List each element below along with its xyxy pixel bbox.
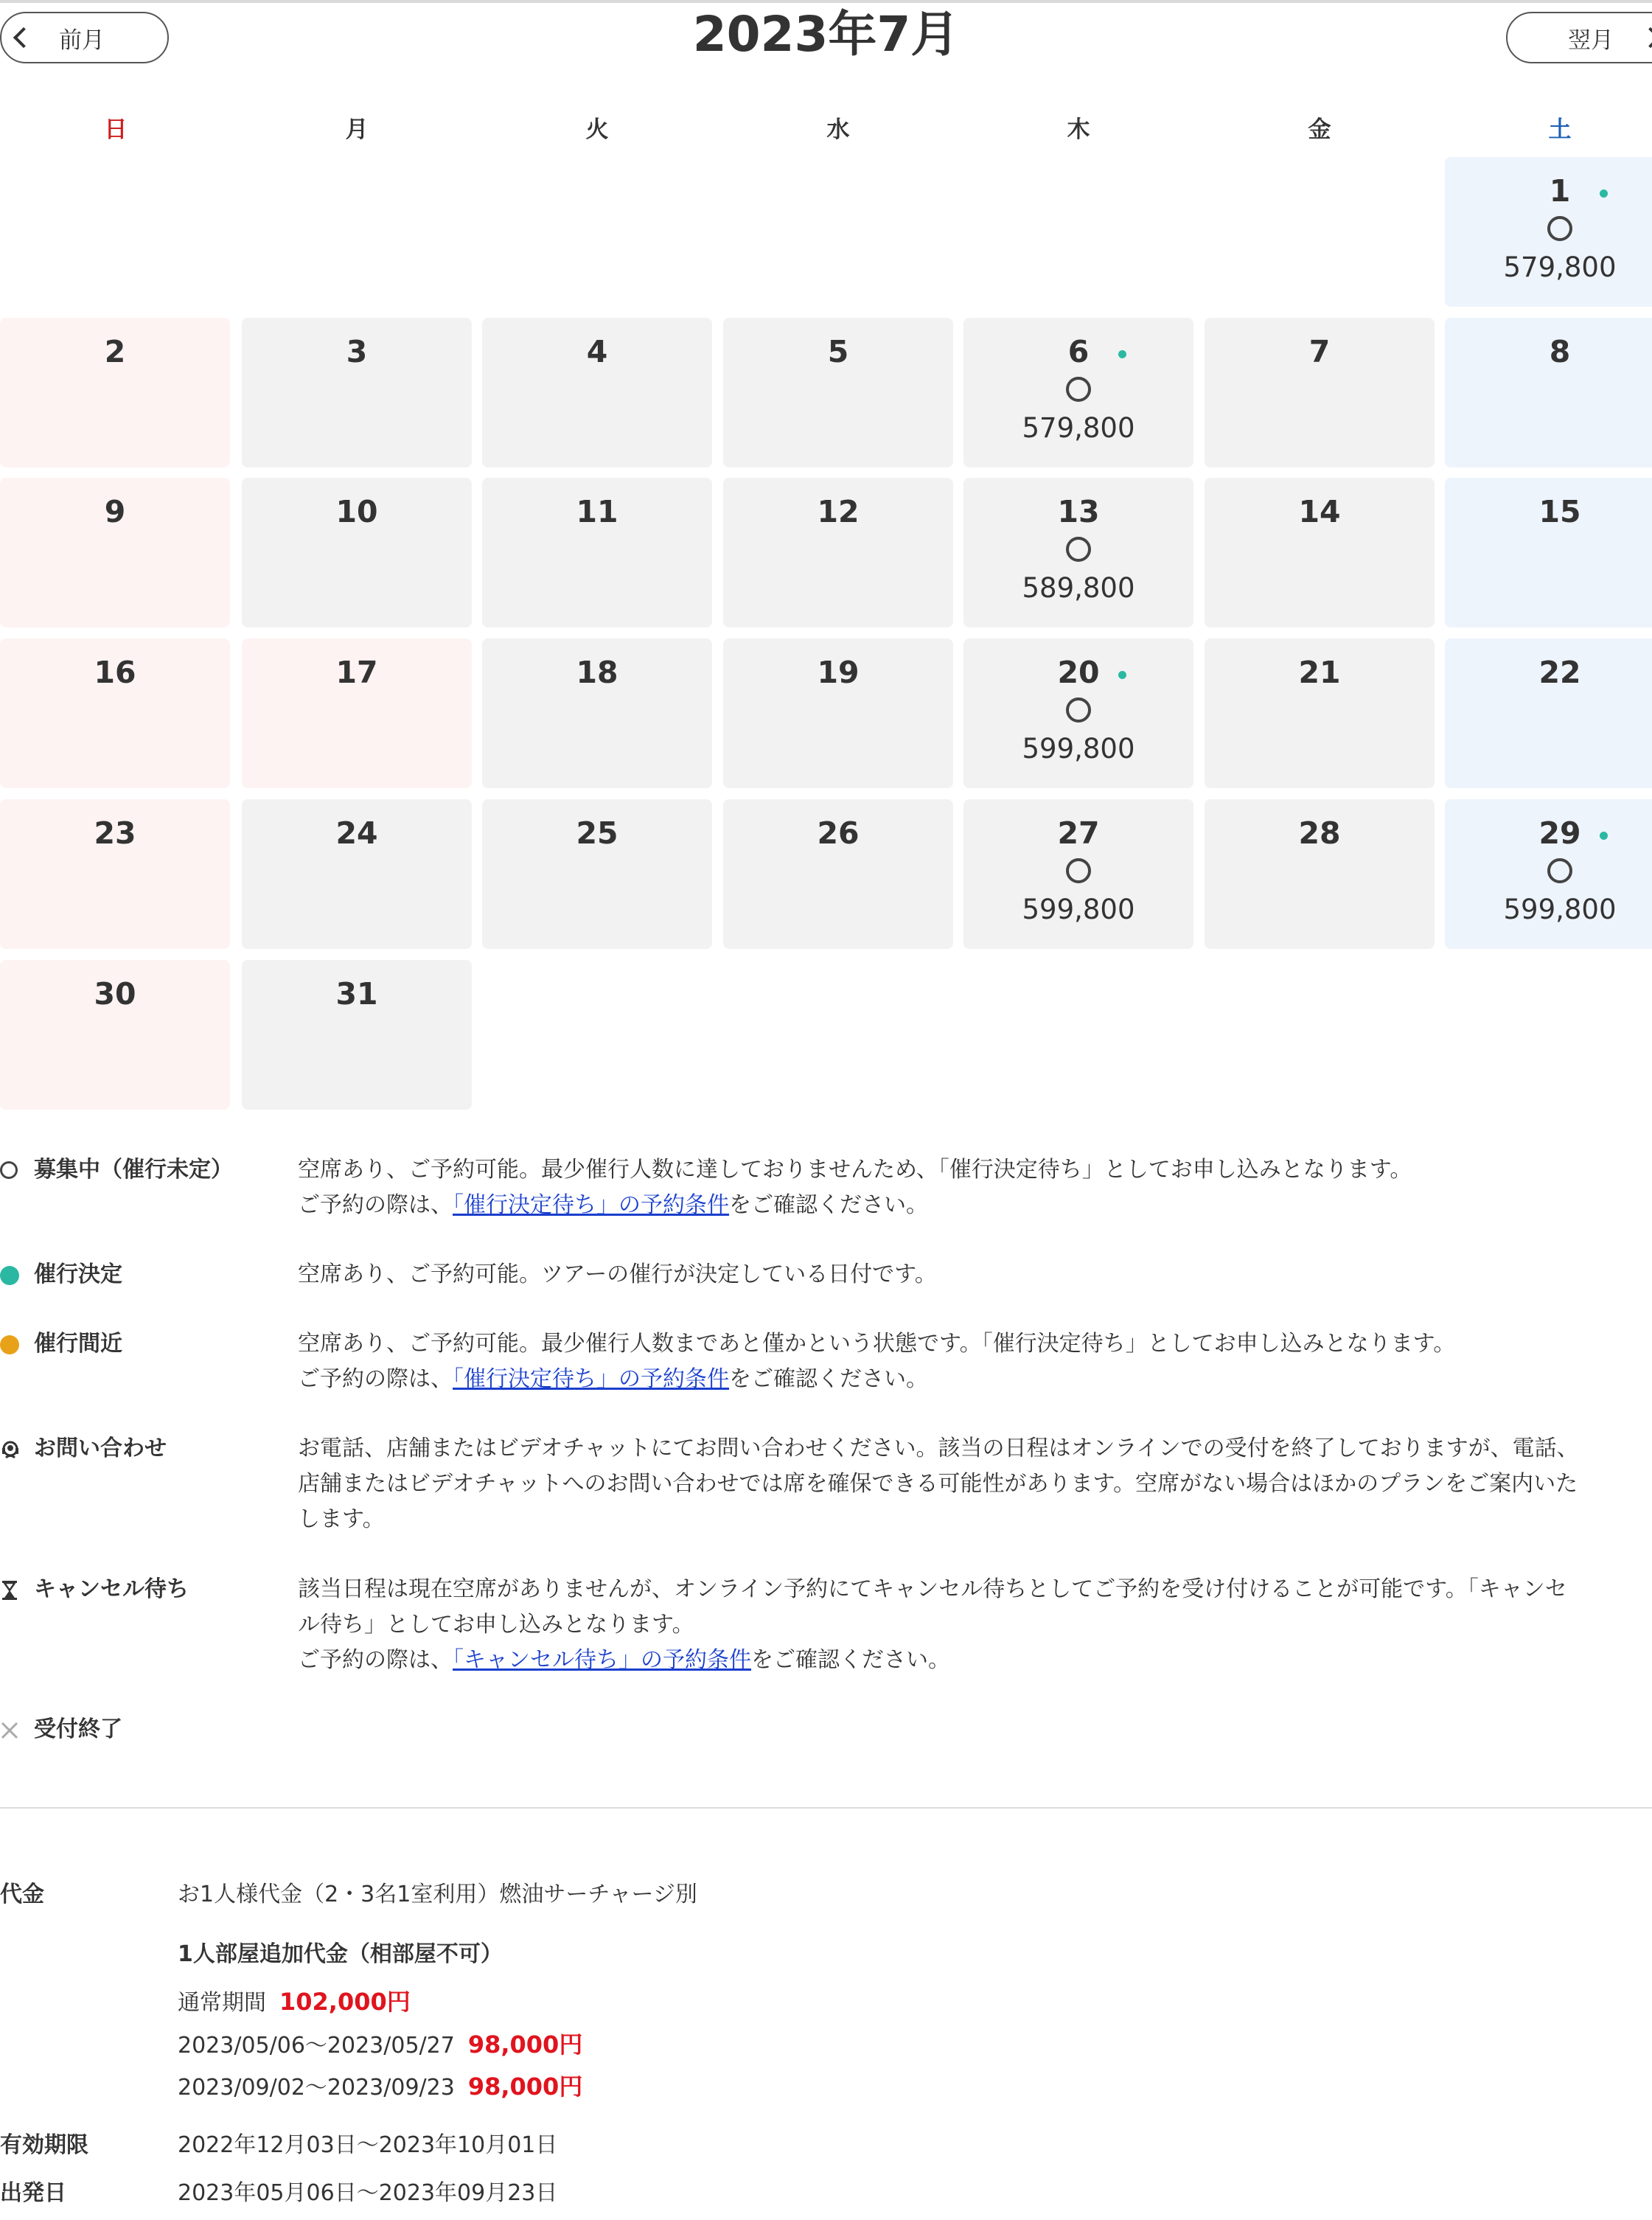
price-row-amount: 102,000円	[279, 1988, 411, 2016]
departure-label: 出発日	[0, 2180, 66, 2206]
open-circle-icon	[0, 1161, 18, 1179]
day-cell	[0, 318, 230, 467]
departure-value: 2023年05月06日〜2023年09月23日	[178, 2180, 558, 2206]
almost-dot-icon	[0, 1335, 19, 1354]
day-cell	[242, 960, 472, 1110]
day-number: 2	[104, 334, 126, 369]
day-number: 4	[586, 334, 608, 369]
price-row-amount: 98,000円	[467, 2031, 583, 2059]
open-conditions-link[interactable]: 「催行決定待ち」の予約条件	[453, 1192, 729, 1218]
day-cell[interactable]	[963, 318, 1193, 467]
legend-almost-post: をご確認ください。	[729, 1366, 928, 1392]
day-cell	[242, 799, 472, 949]
legend-open-name: 募集中（催行未定）	[34, 1157, 233, 1183]
day-cell	[1205, 799, 1435, 949]
day-cell[interactable]	[963, 799, 1193, 949]
day-number: 17	[335, 655, 378, 690]
legend-closed	[0, 1712, 1652, 1749]
day-number: 15	[1538, 494, 1581, 529]
day-number: 1	[1549, 173, 1571, 209]
prev-month-label: 前月	[59, 27, 105, 54]
day-cell	[482, 799, 712, 949]
day-number: 24	[335, 815, 378, 851]
day-cell	[1445, 638, 1652, 788]
day-number: 20	[1057, 655, 1100, 690]
open-circle-icon	[1547, 216, 1572, 241]
open-circle-icon	[1547, 858, 1572, 883]
legend-confirmed-desc: 空席あり、ご予約可能。ツアーの催行が決定している日付です。	[298, 1262, 937, 1287]
day-cell	[723, 318, 953, 467]
headset-icon	[0, 1440, 21, 1464]
legend-confirmed-name: 催行決定	[34, 1262, 122, 1287]
day-price: 599,800	[1022, 733, 1135, 765]
legend-open-desc2	[298, 1188, 1652, 1223]
day-number: 21	[1298, 655, 1341, 690]
day-number: 27	[1057, 815, 1100, 851]
price-row-sep	[178, 2069, 582, 2106]
legend-almost-desc2	[298, 1362, 1652, 1397]
confirmed-dot-icon	[1600, 189, 1608, 198]
weekday-sat: 土	[1548, 116, 1572, 143]
legend-open-post: をご確認ください。	[729, 1192, 928, 1218]
day-number: 12	[817, 494, 860, 529]
open-circle-icon	[1066, 377, 1091, 402]
day-cell	[1205, 318, 1435, 467]
single-room-title: 1人部屋追加代金（相部屋不可）	[178, 1941, 503, 1967]
day-cell	[482, 478, 712, 627]
month-title: 2023年7月	[692, 6, 960, 63]
day-number: 8	[1549, 334, 1571, 369]
day-number: 23	[94, 815, 136, 851]
day-number: 11	[576, 494, 618, 529]
weekday-wed: 水	[826, 116, 850, 143]
legend-waitlist-post: をご確認ください。	[751, 1647, 950, 1673]
day-cell[interactable]	[1445, 799, 1652, 949]
day-number: 13	[1057, 494, 1100, 529]
day-number: 30	[94, 976, 136, 1012]
day-cell[interactable]	[963, 478, 1193, 627]
day-cell	[0, 638, 230, 788]
day-number: 16	[94, 655, 136, 690]
day-number: 18	[576, 655, 618, 690]
confirmed-dot-icon	[1118, 671, 1126, 679]
legend-waitlist-desc2: ル待ち」としてお申し込みとなります。	[298, 1612, 694, 1638]
day-number: 28	[1298, 815, 1341, 851]
price-row-amount: 98,000円	[467, 2073, 583, 2101]
day-price: 599,800	[1503, 894, 1617, 925]
day-number: 29	[1538, 815, 1581, 851]
day-cell	[723, 638, 953, 788]
day-cell	[242, 638, 472, 788]
next-month-label: 翌月	[1568, 27, 1614, 54]
price-row-may	[178, 2027, 582, 2064]
day-number: 31	[335, 976, 378, 1012]
day-price: 589,800	[1022, 572, 1135, 604]
day-number: 10	[335, 494, 378, 529]
open-circle-icon	[1066, 697, 1091, 723]
legend-inquiry-desc2: 店舗またはビデオチャットへのお問い合わせでは席を確保できる可能性があります。空席がない場合はほかのプランをご案内いた	[298, 1471, 1578, 1497]
confirmed-dot-icon	[1118, 350, 1126, 358]
day-cell[interactable]	[1445, 157, 1652, 307]
day-number: 14	[1298, 494, 1341, 529]
legend-inquiry-desc3: します。	[298, 1506, 385, 1532]
legend-almost	[0, 1326, 1652, 1400]
price-row-period: 2023/09/02〜2023/09/23	[178, 2075, 455, 2101]
day-cell	[482, 638, 712, 788]
day-cell	[242, 318, 472, 467]
day-cell	[1205, 638, 1435, 788]
day-number: 9	[104, 494, 126, 529]
section-divider	[0, 1807, 1652, 1809]
weekday-thu: 木	[1067, 116, 1090, 143]
confirmed-dot-icon	[1600, 832, 1608, 840]
confirmed-dot-icon	[0, 1266, 19, 1285]
open-circle-icon	[1066, 858, 1091, 883]
weekday-tue: 火	[585, 116, 609, 143]
weekday-fri: 金	[1308, 116, 1331, 143]
price-row-period: 2023/05/06〜2023/05/27	[178, 2033, 455, 2059]
day-price: 579,800	[1503, 251, 1617, 283]
legend-inquiry	[0, 1431, 1652, 1542]
legend-waitlist-pre: ご予約の際は、	[298, 1647, 453, 1673]
day-cell	[1205, 478, 1435, 627]
weekday-sun: 日	[104, 116, 128, 143]
legend-waitlist-desc1: 該当日程は現在空席がありませんが、オンライン予約にてキャンセル待ちとしてご予約を受け付けることが可能です。「キャンセ	[298, 1576, 1567, 1602]
day-cell	[0, 960, 230, 1110]
day-number: 6	[1067, 334, 1090, 369]
legend-waitlist-name: キャンセル待ち	[34, 1576, 189, 1602]
legend-open-desc1: 空席あり、ご予約可能。最少催行人数に達しておりませんため、「催行決定待ち」としてお申し込みとなります。	[298, 1157, 1412, 1183]
validity-value: 2022年12月03日〜2023年10月01日	[178, 2132, 558, 2158]
day-number: 25	[576, 815, 618, 851]
cross-icon	[0, 1721, 19, 1743]
legend-almost-pre: ご予約の際は、	[298, 1366, 453, 1392]
day-cell	[0, 799, 230, 949]
legend-open	[0, 1152, 1652, 1226]
price-row-period: 通常期間	[178, 1990, 266, 2016]
day-cell	[1445, 318, 1652, 467]
day-price: 599,800	[1022, 894, 1135, 925]
legend-almost-name: 催行間近	[34, 1331, 122, 1357]
legend-waitlist	[0, 1572, 1652, 1683]
legend-inquiry-desc1: お電話、店舗またはビデオチャットにてお問い合わせください。該当の日程はオンラインでの受付を終了しておりますが、電話、	[298, 1436, 1579, 1461]
day-cell	[242, 478, 472, 627]
day-number: 5	[827, 334, 849, 369]
day-number: 19	[817, 655, 860, 690]
day-number: 26	[817, 815, 860, 851]
day-cell	[723, 799, 953, 949]
almost-conditions-link[interactable]: 「催行決定待ち」の予約条件	[453, 1366, 729, 1392]
price-per-person: お1人様代金（2・3名1室利用）燃油サーチャージ別	[178, 1882, 697, 1907]
day-cell[interactable]	[963, 638, 1193, 788]
legend-confirmed	[0, 1257, 1652, 1294]
day-number: 22	[1538, 655, 1581, 690]
day-cell	[482, 318, 712, 467]
price-row-normal	[178, 1984, 411, 2021]
price-label: 代金	[0, 1882, 44, 1907]
next-month-button[interactable]	[1506, 12, 1652, 63]
legend-waitlist-desc3	[298, 1643, 1652, 1678]
legend-open-pre: ご予約の際は、	[298, 1192, 453, 1218]
day-cell	[1445, 478, 1652, 627]
weekday-mon: 月	[345, 116, 369, 143]
day-cell	[0, 478, 230, 627]
open-circle-icon	[1066, 537, 1091, 562]
day-cell	[723, 478, 953, 627]
day-number: 3	[346, 334, 368, 369]
chevron-right-icon	[1640, 27, 1652, 48]
legend-inquiry-name: お問い合わせ	[34, 1436, 167, 1461]
day-price: 579,800	[1022, 412, 1135, 444]
legend-closed-name: 受付終了	[34, 1716, 122, 1742]
validity-label: 有効期限	[0, 2132, 88, 2158]
waitlist-conditions-link[interactable]: 「キャンセル待ち」の予約条件	[453, 1647, 751, 1673]
day-number: 7	[1308, 334, 1331, 369]
legend-almost-desc1: 空席あり、ご予約可能。最少催行人数まであと僅かという状態です。「催行決定待ち」としてお申し込みとなります。	[298, 1331, 1456, 1357]
hourglass-icon	[0, 1579, 19, 1604]
